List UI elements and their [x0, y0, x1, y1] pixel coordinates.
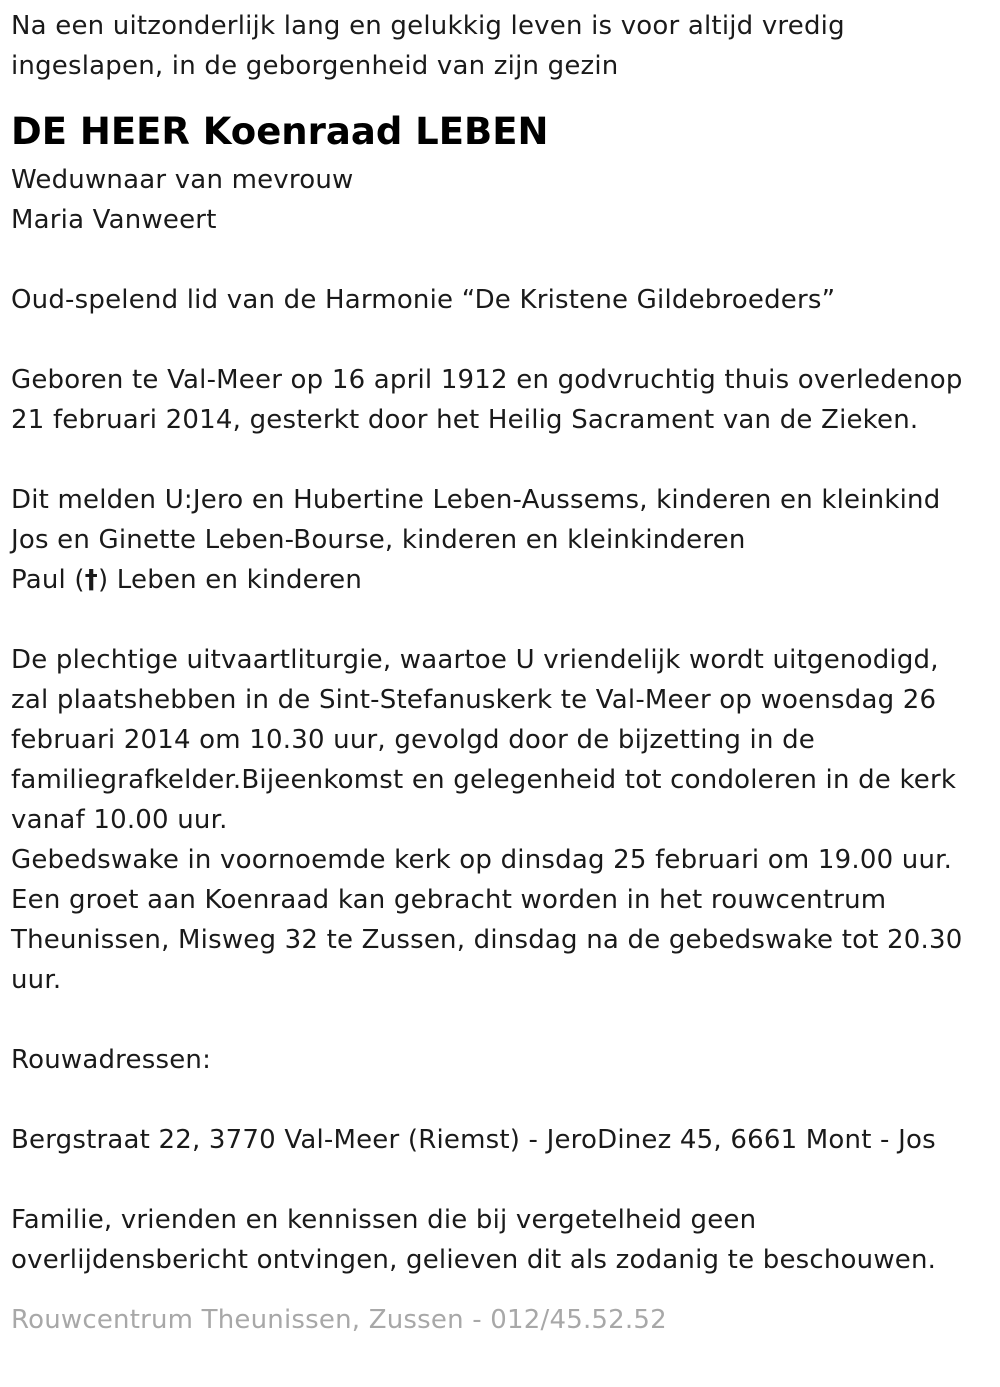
- spacer: [11, 1000, 986, 1040]
- spouse-name: Maria Vanweert: [11, 205, 217, 235]
- funeral-home-footer: Rouwcentrum Theunissen, Zussen - 012/45.52.52: [11, 1305, 667, 1335]
- spacer: [11, 320, 986, 360]
- birth-death-line: Geboren te Val-Meer op 16 april 1912 en godvruchtig thuis overledenop: [11, 365, 963, 395]
- deceased-name: DE HEER Koenraad LEBEN: [11, 110, 549, 153]
- announcer-text: ) Leben en kinderen: [97, 565, 363, 595]
- birth-death-line: 21 februari 2014, gesterkt door het Heilig Sacrament van de Zieken.: [11, 405, 919, 435]
- announcer-line: Jos en Ginette Leben-Bourse, kinderen en kleinkinderen: [11, 525, 746, 555]
- spacer: [11, 1160, 986, 1200]
- ceremony-line: De plechtige uitvaartliturgie, waartoe U vriendelijk wordt uitgenodigd,: [11, 645, 939, 675]
- membership-line: Oud-spelend lid van de Harmonie “De Kristene Gildebroeders”: [11, 285, 836, 315]
- ceremony-line: Theunissen, Misweg 32 te Zussen, dinsdag na de gebedswake tot 20.30: [11, 925, 963, 955]
- ceremony-line: familiegrafkelder.Bijeenkomst en gelegenheid tot condoleren in de kerk: [11, 765, 957, 795]
- spacer: [11, 440, 986, 480]
- ceremony-line: februari 2014 om 10.30 uur, gevolgd door de bijzetting in de: [11, 725, 815, 755]
- spouse-line: Weduwnaar van mevrouw: [11, 165, 354, 195]
- announcer-line: Dit melden U:Jero en Hubertine Leben-Aussems, kinderen en kleinkind: [11, 485, 941, 515]
- obituary-notice: [11, 6, 986, 1340]
- ceremony-line: uur.: [11, 965, 62, 995]
- ceremony-line: zal plaatshebben in de Sint-Stefanuskerk te Val-Meer op woensdag 26: [11, 685, 937, 715]
- announcer-text: Paul (: [11, 565, 85, 595]
- intro-line: ingeslapen, in de geborgenheid van zijn gezin: [11, 51, 619, 81]
- intro-line: Na een uitzonderlijk lang en gelukkig leven is voor altijd vredig: [11, 11, 845, 41]
- announcer-line: [11, 560, 986, 600]
- addresses-line: Bergstraat 22, 3770 Val-Meer (Riemst) - JeroDinez 45, 6661 Mont - Jos: [11, 1125, 936, 1155]
- ceremony-line: Gebedswake in voornoemde kerk op dinsdag 25 februari om 19.00 uur.: [11, 845, 953, 875]
- cross-icon: †: [84, 565, 98, 595]
- ceremony-line: Een groet aan Koenraad kan gebracht worden in het rouwcentrum: [11, 885, 887, 915]
- addresses-label: Rouwadressen:: [11, 1045, 212, 1075]
- ceremony-line: vanaf 10.00 uur.: [11, 805, 228, 835]
- spacer: [11, 600, 986, 640]
- closing-line: overlijdensbericht ontvingen, gelieven dit als zodanig te beschouwen.: [11, 1245, 937, 1275]
- spacer: [11, 240, 986, 280]
- spacer: [11, 1080, 986, 1120]
- closing-line: Familie, vrienden en kennissen die bij vergetelheid geen: [11, 1205, 757, 1235]
